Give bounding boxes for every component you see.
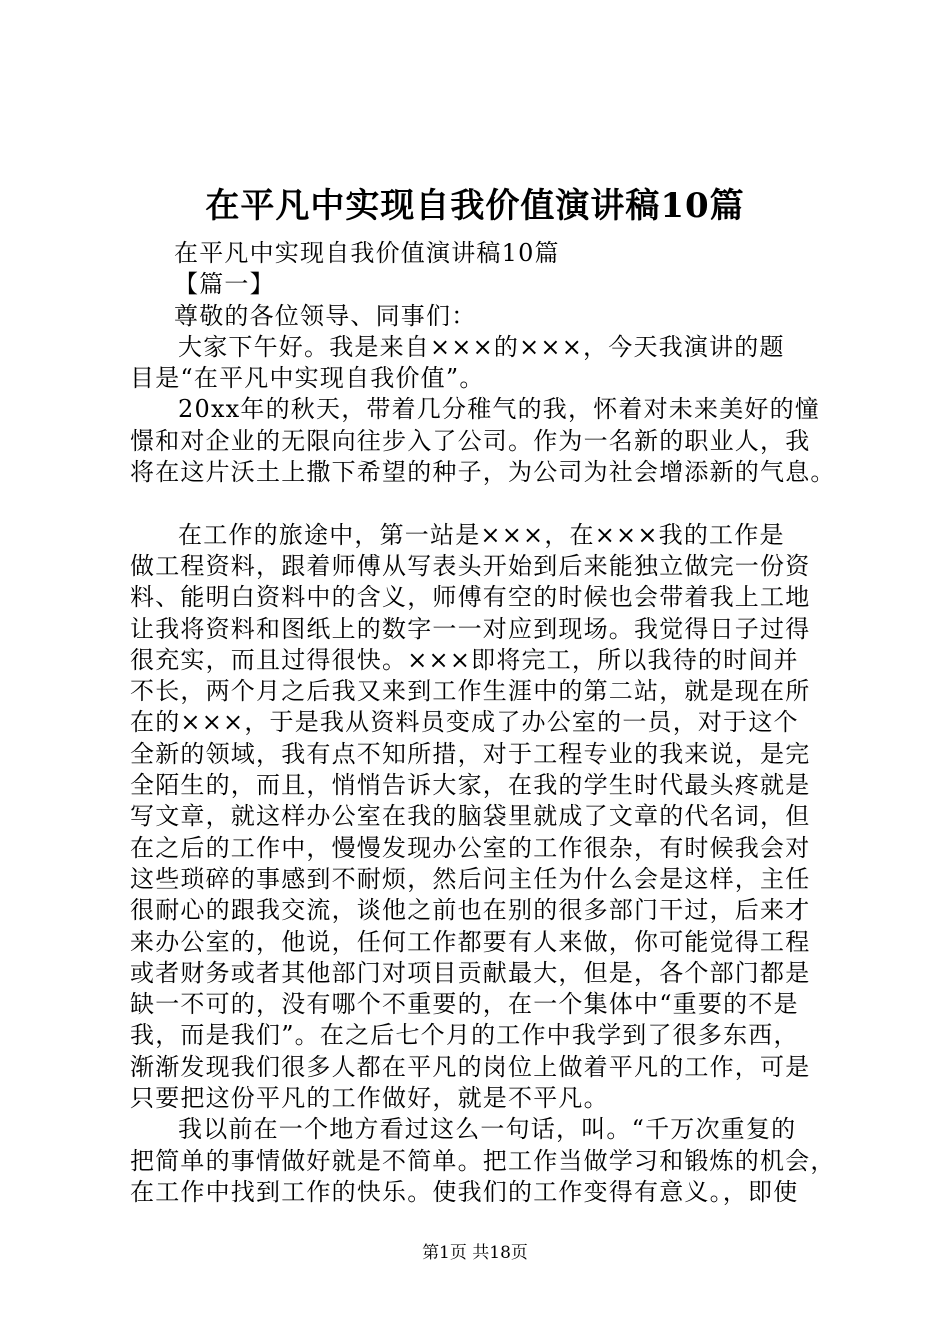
paragraph-line: 在工作中找到工作的快乐。使我们的工作变得有意义。，即使 — [130, 1177, 799, 1206]
blank-line — [130, 488, 846, 519]
document-body — [130, 238, 846, 1208]
paragraph-line: 憬和对企业的无限向往步入了公司。作为一名新的职业人，我 — [130, 426, 811, 455]
paragraph-line: 20xx年的秋天，带着几分稚气的我，怀着对未来美好的憧 — [178, 395, 821, 424]
paragraph-line: 目是“在平凡中实现自我价值”。 — [130, 364, 485, 393]
paragraph-line: 料、能明白资料中的含义，师傅有空的时候也会带着我上工地 — [130, 583, 811, 612]
paragraph-line: 写文章，就这样办公室在我的脑袋里就成了文章的代名词，但 — [130, 802, 811, 831]
paragraph-line: 在之后的工作中，慢慢发现办公室的工作很杂，有时候我会对 — [130, 833, 811, 862]
paragraph-line: 很耐心的跟我交流，谈他之前也在别的很多部门干过，后来才 — [130, 896, 811, 925]
paragraph-line: 全陌生的，而且，悄悄告诉大家，在我的学生时代最头疼就是 — [130, 771, 811, 800]
paragraph-line: 全新的领域，我有点不知所措，对于工程专业的我来说，是完 — [130, 739, 811, 768]
section-heading: 【篇一】 — [174, 270, 275, 299]
paragraph-line: 这些琐碎的事感到不耐烦，然后问主任为什么会是这样，主任 — [130, 864, 811, 893]
paragraph-line: 很充实，而且过得很快。×××即将完工，所以我待的时间并 — [130, 645, 799, 674]
paragraph-line: 在工作的旅途中，第一站是×××，在×××我的工作是 — [178, 520, 785, 549]
paragraph-line: 渐渐发现我们很多人都在平凡的岗位上做着平凡的工作，可是 — [130, 1052, 811, 1081]
paragraph-line: 不长，两个月之后我又来到工作生涯中的第二站，就是现在所 — [130, 677, 811, 706]
document-title: 在平凡中实现自我价值演讲稿10篇 — [205, 186, 745, 226]
paragraph-line: 大家下午好。我是来自×××的×××，今天我演讲的题 — [178, 332, 785, 361]
paragraph-line: 做工程资料，跟着师傅从写表头开始到后来能独立做完一份资 — [130, 551, 811, 580]
paragraph-line: 将在这片沃土上撒下希望的种子，为公司为社会增添新的气息。 — [130, 458, 836, 487]
paragraph-line: 我，而是我们”。在之后七个月的工作中我学到了很多东西， — [130, 1021, 799, 1050]
paragraph-line: 把简单的事情做好就是不简单。把工作当做学习和锻炼的机会， — [130, 1146, 836, 1175]
paragraph-line: 在的×××，于是我从资料员变成了办公室的一员，对于这个 — [130, 708, 799, 737]
paragraph-line: 我以前在一个地方看过这么一句话，叫。“千万次重复的 — [178, 1115, 797, 1144]
paragraph-line: 来办公室的，他说，任何工作都要有人来做，你可能觉得工程 — [130, 927, 811, 956]
paragraph-line: 或者财务或者其他部门对项目贡献最大，但是，各个部门都是 — [130, 958, 811, 987]
paragraph-line: 让我将资料和图纸上的数字一一对应到现场。我觉得日子过得 — [130, 614, 811, 643]
subtitle-line: 在平凡中实现自我价值演讲稿10篇 — [174, 239, 560, 267]
paragraph-line: 缺一不可的，没有哪个不重要的，在一个集体中“重要的不是 — [130, 990, 799, 1019]
paragraph-line: 只要把这份平凡的工作做好，就是不平凡。 — [130, 1084, 609, 1113]
salutation: 尊敬的各位领导、同事们： — [174, 301, 477, 330]
page-footer: 第1页 共18页 — [422, 1243, 528, 1263]
